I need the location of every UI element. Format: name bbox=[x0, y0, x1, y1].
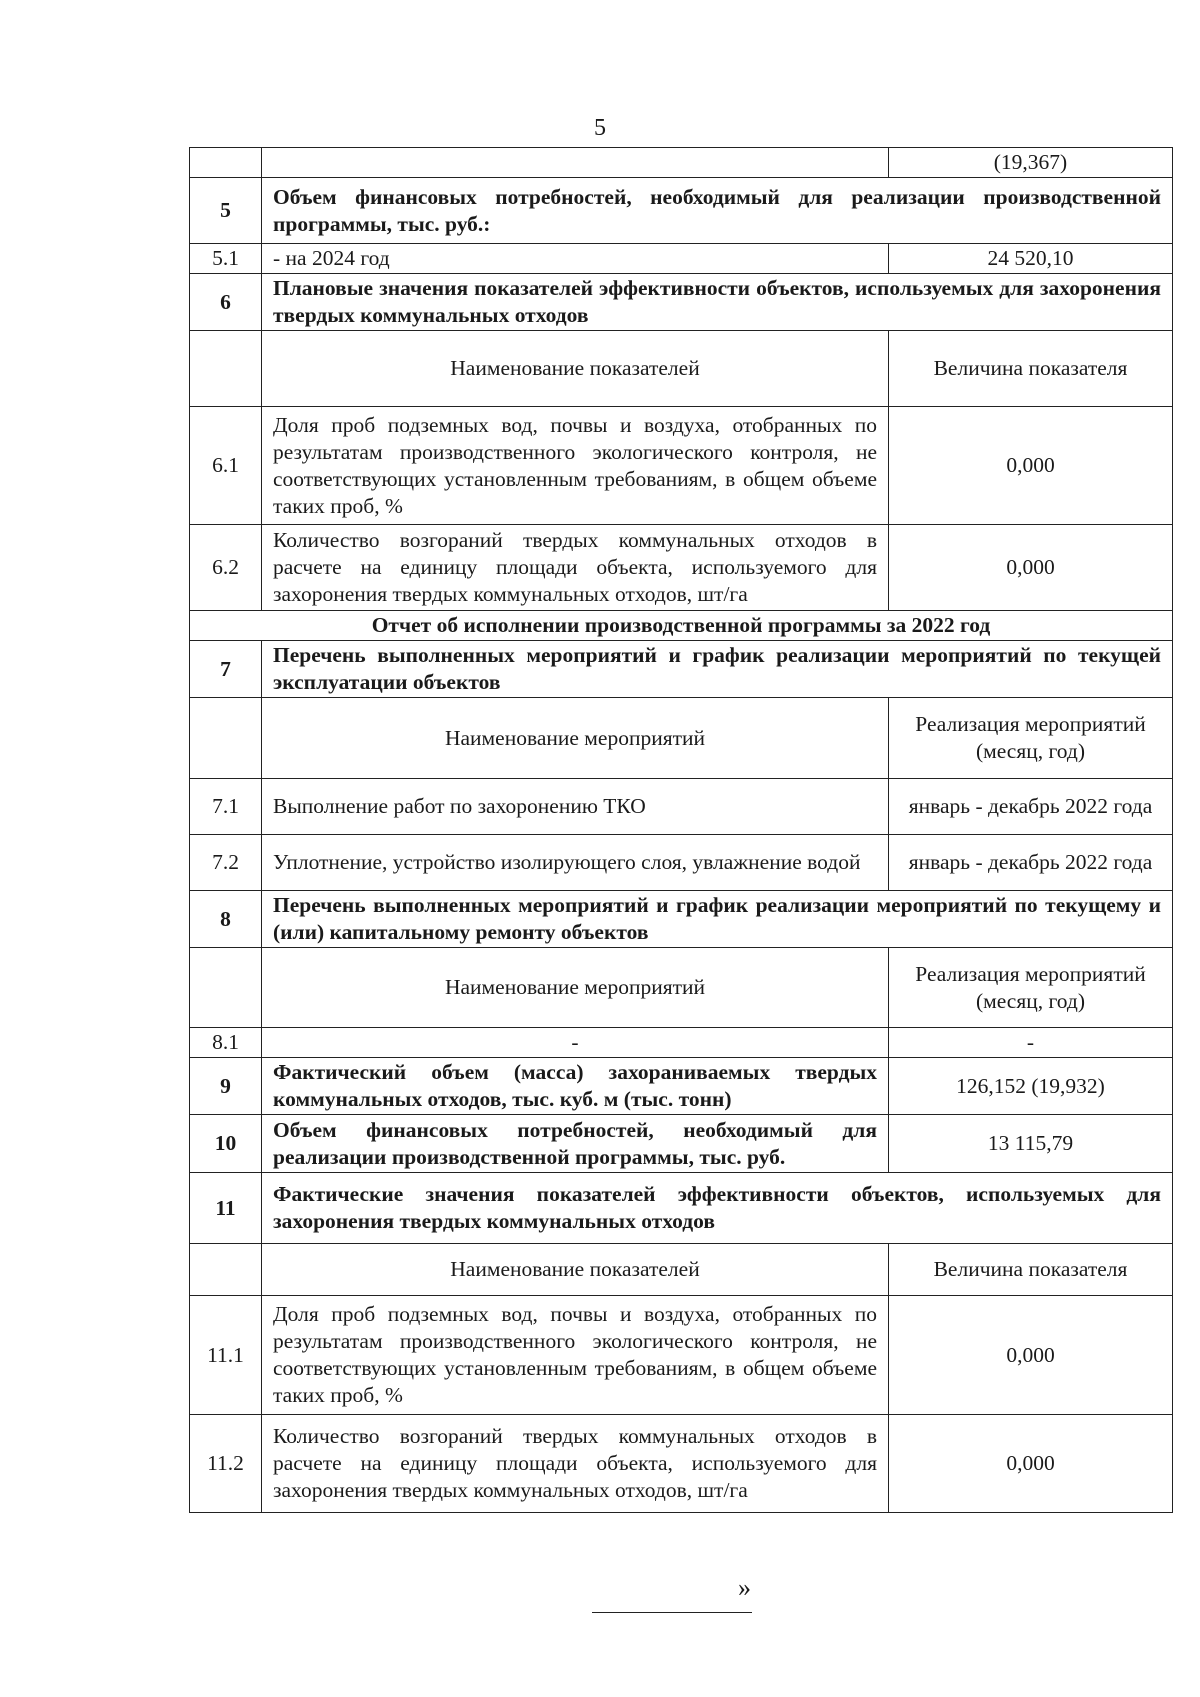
column-header-value: Величина показателя bbox=[889, 1244, 1173, 1296]
indicator-value: 126,152 (19,932) bbox=[889, 1058, 1173, 1115]
column-header-name: Наименование показателей bbox=[262, 1244, 889, 1296]
column-header-value: Величина показателя bbox=[889, 331, 1173, 407]
row-number: 10 bbox=[190, 1115, 262, 1173]
activity-period: январь - декабрь 2022 года bbox=[889, 779, 1173, 835]
indicator-name: Количество возгораний твердых коммунальных отходов в расчете на единицу площади объекта, используемого для захоронения твердых коммунальных отходов, шт/га bbox=[262, 1415, 889, 1513]
row-number: 11.2 bbox=[190, 1415, 262, 1513]
indicator-value: 0,000 bbox=[889, 1296, 1173, 1415]
row-number: 6.1 bbox=[190, 407, 262, 525]
section-row-8 bbox=[190, 891, 1173, 948]
column-header-name: Наименование показателей bbox=[262, 331, 889, 407]
row-number: 6 bbox=[190, 274, 262, 331]
row-number: 11.1 bbox=[190, 1296, 262, 1415]
row-number: 7 bbox=[190, 641, 262, 698]
indicator-name: Количество возгораний твердых коммунальных отходов в расчете на единицу площади объекта, используемого для захоронения твердых коммунальных отходов, шт/га bbox=[262, 525, 889, 611]
section-row-10 bbox=[190, 1115, 1173, 1173]
column-header-name: Наименование мероприятий bbox=[262, 698, 889, 779]
row-number: 8 bbox=[190, 891, 262, 948]
column-header-value: Реализация мероприятий (месяц, год) bbox=[889, 948, 1173, 1028]
indicator-name: Объем финансовых потребностей, необходимый для реализации производственной программы, тыс. руб. bbox=[262, 1115, 889, 1173]
indicator-value: 24 520,10 bbox=[889, 244, 1173, 274]
activity-name: Выполнение работ по захоронению ТКО bbox=[262, 779, 889, 835]
activity-period: - bbox=[889, 1028, 1173, 1058]
indicator-name: Доля проб подземных вод, почвы и воздуха, отобранных по результатам производственного экологического контроля, не соответствующих установленным требованиям, в общем объеме таких проб, % bbox=[262, 407, 889, 525]
indicator-value: 0,000 bbox=[889, 525, 1173, 611]
section-row-11 bbox=[190, 1173, 1173, 1244]
column-header-name: Наименование мероприятий bbox=[262, 948, 889, 1028]
section-row-7 bbox=[190, 641, 1173, 698]
closing-quote: » bbox=[738, 1573, 751, 1602]
report-title-row bbox=[190, 611, 1173, 641]
column-header-row bbox=[190, 331, 1173, 407]
indicator-value: 0,000 bbox=[889, 407, 1173, 525]
table-row bbox=[190, 779, 1173, 835]
indicator-name bbox=[262, 148, 889, 178]
indicator-name: - на 2024 год bbox=[262, 244, 889, 274]
row-number: 9 bbox=[190, 1058, 262, 1115]
column-header-row bbox=[190, 1244, 1173, 1296]
column-header-row bbox=[190, 948, 1173, 1028]
production-program-table bbox=[189, 147, 1173, 1513]
row-number: 7.2 bbox=[190, 835, 262, 891]
indicator-value: 13 115,79 bbox=[889, 1115, 1173, 1173]
row-number: 8.1 bbox=[190, 1028, 262, 1058]
section-title: Фактические значения показателей эффективности объектов, используемых для захоронения твердых коммунальных отходов bbox=[262, 1173, 1173, 1244]
table-row bbox=[190, 525, 1173, 611]
column-header-row bbox=[190, 698, 1173, 779]
section-title: Перечень выполненных мероприятий и график реализации мероприятий по текущему и (или) капитальному ремонту объектов bbox=[262, 891, 1173, 948]
end-rule bbox=[592, 1612, 752, 1613]
section-title: Плановые значения показателей эффективности объектов, используемых для захоронения твердых коммунальных отходов bbox=[262, 274, 1173, 331]
activity-name: - bbox=[262, 1028, 889, 1058]
row-number: 5.1 bbox=[190, 244, 262, 274]
row-number: 6.2 bbox=[190, 525, 262, 611]
indicator-name: Доля проб подземных вод, почвы и воздуха, отобранных по результатам производственного экологического контроля, не соответствующих установленным требованиям, в общем объеме таких проб, % bbox=[262, 1296, 889, 1415]
activity-period: январь - декабрь 2022 года bbox=[889, 835, 1173, 891]
column-header-value: Реализация мероприятий (месяц, год) bbox=[889, 698, 1173, 779]
section-row-6 bbox=[190, 274, 1173, 331]
section-row-9 bbox=[190, 1058, 1173, 1115]
table-row bbox=[190, 1296, 1173, 1415]
indicator-value: 0,000 bbox=[889, 1415, 1173, 1513]
row-number: 11 bbox=[190, 1173, 262, 1244]
row-number: 7.1 bbox=[190, 779, 262, 835]
activity-name: Уплотнение, устройство изолирующего слоя, увлажнение водой bbox=[262, 835, 889, 891]
row-number bbox=[190, 148, 262, 178]
table-row bbox=[190, 1415, 1173, 1513]
section-row-5 bbox=[190, 178, 1173, 244]
report-title: Отчет об исполнении производственной программы за 2022 год bbox=[190, 611, 1173, 641]
table-row bbox=[190, 1028, 1173, 1058]
indicator-value: (19,367) bbox=[889, 148, 1173, 178]
row-number: 5 bbox=[190, 178, 262, 244]
indicator-name: Фактический объем (масса) захораниваемых твердых коммунальных отходов, тыс. куб. м (тыс. тонн) bbox=[262, 1058, 889, 1115]
section-title: Перечень выполненных мероприятий и график реализации мероприятий по текущей эксплуатации объектов bbox=[262, 641, 1173, 698]
table-row bbox=[190, 407, 1173, 525]
section-title: Объем финансовых потребностей, необходимый для реализации производственной программы, тыс. руб.: bbox=[262, 178, 1173, 244]
table-row bbox=[190, 244, 1173, 274]
table-row bbox=[190, 148, 1173, 178]
table-row bbox=[190, 835, 1173, 891]
page-number: 5 bbox=[594, 115, 606, 141]
